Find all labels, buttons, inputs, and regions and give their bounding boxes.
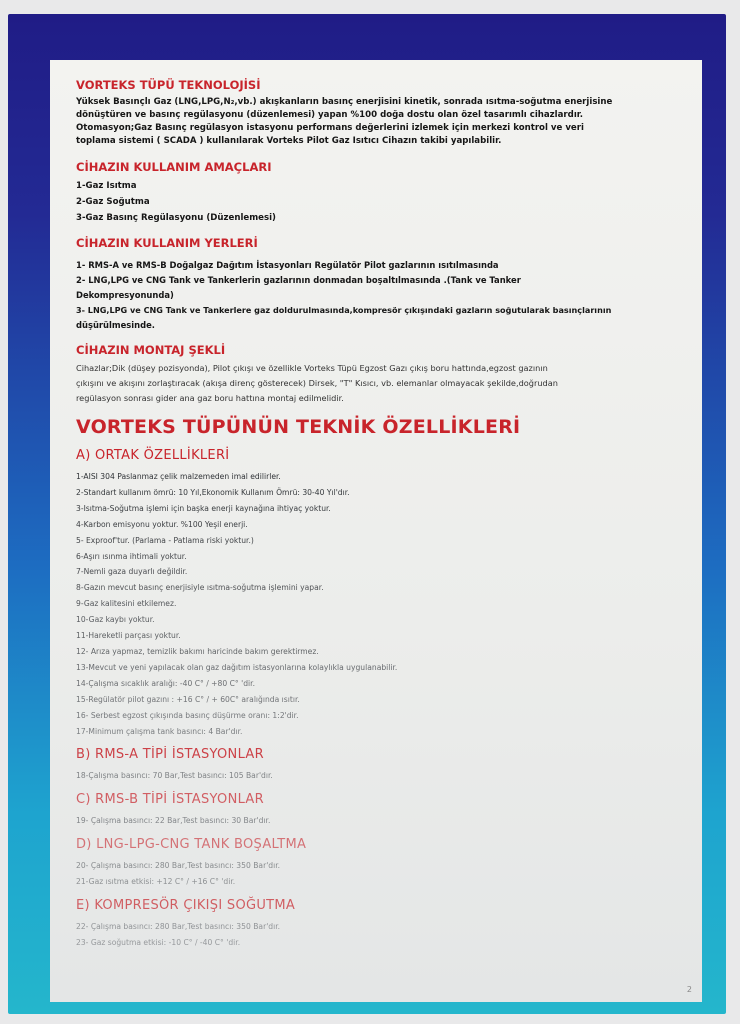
place-item: 2- LNG,LPG ve CNG Tank ve Tankerlerin gazlarının donmadan boşaltılmasında .(Tank ve Tanker (76, 275, 521, 285)
intro-line: Otomasyon;Gaz Basınç regülasyon istasyonu performans değerlerini izlemek için merkezi kontrol ve veri (76, 123, 584, 133)
section-e-title: E) KOMPRESÖR ÇIKIŞI SOĞUTMA (76, 898, 296, 914)
section-c-list (76, 813, 678, 829)
place-item: 3- LNG,LPG ve CNG Tank ve Tankerlere gaz doldurulmasında,kompresör çıkışındaki gazların soğutularak basınçlarının (76, 305, 612, 315)
heading-purposes: CİHAZIN KULLANIM AMAÇLARI (76, 160, 272, 174)
heading-technical-specs: VORTEKS TÜPÜNÜN TEKNİK ÖZELLİKLERİ (76, 416, 521, 438)
mount-line: regülasyon sonrası gider ana gaz boru hattına montaj edilmelidir. (76, 393, 344, 403)
place-item: 1- RMS-A ve RMS-B Doğalgaz Dağıtım İstasyonları Regülatör Pilot gazlarının ısıtılmasında (76, 260, 499, 270)
mount-line: çıkışını ve akışını zorlaştıracak (akışa direnç gösterecek) Dirsek, "T" Kısıcı, vb. elemanlar olmayacak şekilde,doğrudan (76, 378, 558, 388)
feature-item: 1-AISI 304 Paslanmaz çelik malzemeden imal edilirler. (76, 472, 281, 481)
mount-line: Cihazlar;Dik (düşey pozisyonda), Pilot çıkışı ve özellikle Vorteks Tüpü Egzost Gazı çıkış boru hattında,egzost gazının (76, 363, 548, 373)
feature-item: 18-Çalışma basıncı: 70 Bar,Test basıncı: 105 Bar'dır. (76, 771, 273, 781)
purpose-item: 2-Gaz Soğutma (76, 197, 150, 207)
feature-item: 14-Çalışma sıcaklık aralığı: -40 C° / +80 C° 'dir. (76, 678, 255, 688)
heading-places: CİHAZIN KULLANIM YERLERİ (76, 236, 258, 250)
feature-item: 19- Çalışma basıncı: 22 Bar,Test basıncı: 30 Bar'dır. (76, 816, 271, 826)
feature-item: 15-Regülatör pilot gazını : +16 C° / + 60C° aralığında ısıtır. (76, 694, 300, 704)
document-page (50, 60, 702, 1002)
feature-item: 20- Çalışma basıncı: 280 Bar,Test basıncı: 350 Bar'dır. (76, 861, 281, 871)
section-b-title: B) RMS-A TİPİ İSTASYONLAR (76, 747, 264, 763)
intro-line: dönüştüren ve basınç regülasyonu (düzenlemesi) yapan %100 doğa dostu olan özel tasarımlı cihazlardır. (76, 110, 584, 120)
purpose-item: 1-Gaz Isıtma (76, 181, 137, 191)
feature-item: 5- Exproof'tur. (Parlama - Patlama riski yoktur.) (76, 535, 254, 545)
feature-item: 11-Hareketli parçası yoktur. (76, 631, 181, 641)
section-a-list (76, 469, 678, 739)
section-d-title: D) LNG-LPG-CNG TANK BOŞALTMA (76, 837, 307, 853)
feature-item: 6-Aşırı ısınma ihtimali yoktur. (76, 551, 187, 561)
feature-item: 12- Arıza yapmaz, temizlik bakımı haricinde bakım gerektirmez. (76, 646, 319, 656)
feature-item: 21-Gaz ısıtma etkisi: +12 C° / +16 C° 'dir. (76, 877, 236, 887)
heading-mount: CİHAZIN MONTAJ ŞEKLİ (76, 343, 226, 357)
section-c-title: C) RMS-B TİPİ İSTASYONLAR (76, 792, 264, 808)
heading-technology: VORTEKS TÜPÜ TEKNOLOJİSİ (76, 78, 261, 92)
blue-frame-border (8, 14, 726, 1014)
intro-line: toplama sistemi ( SCADA ) kullanılarak Vorteks Pilot Gaz Isıtıcı Cihazın takibi yapılabilir. (76, 136, 502, 146)
feature-item: 2-Standart kullanım ömrü: 10 Yıl,Ekonomik Kullanım Ömrü: 30-40 Yıl'dır. (76, 487, 350, 497)
feature-item: 10-Gaz kaybı yoktur. (76, 615, 155, 625)
feature-item: 7-Nemli gaza duyarlı değildir. (76, 567, 188, 577)
feature-item: 8-Gazın mevcut basınç enerjisiyle ısıtma-soğutma işlemini yapar. (76, 583, 324, 593)
section-e-list (76, 919, 678, 951)
place-item: düşürülmesinde. (76, 320, 155, 330)
feature-item: 3-Isıtma-Soğutma işlemi için başka enerji kaynağına ihtiyaç yoktur. (76, 503, 331, 513)
feature-item: 4-Karbon emisyonu yoktur. %100 Yeşil enerji. (76, 519, 248, 529)
intro-line: Yüksek Basınçlı Gaz (LNG,LPG,N₂,vb.) akışkanların basınç enerjisini kinetik, sonrada ısıtma-soğutma enerjisine (76, 97, 613, 107)
section-b-list (76, 768, 678, 784)
feature-item: 16- Serbest egzost çıkışında basınç düşürme oranı: 1:2'dir. (76, 710, 299, 720)
section-d-list (76, 858, 678, 890)
page-number: 2 (686, 985, 692, 994)
feature-item: 22- Çalışma basıncı: 280 Bar,Test basıncı: 350 Bar'dır. (76, 922, 281, 932)
feature-item: 23- Gaz soğutma etkisi: -10 C° / -40 C° 'dir. (76, 937, 241, 947)
feature-item: 13-Mevcut ve yeni yapılacak olan gaz dağıtım istasyonlarına kolaylıkla uygulanabilir. (76, 662, 398, 672)
section-a-title: A) ORTAK ÖZELLİKLERİ (76, 448, 230, 463)
purpose-item: 3-Gaz Basınç Regülasyonu (Düzenlemesi) (76, 213, 276, 223)
place-item: Dekompresyonunda) (76, 290, 174, 300)
feature-item: 17-Minimum çalışma tank basıncı: 4 Bar'dır. (76, 726, 243, 736)
feature-item: 9-Gaz kalitesini etkilemez. (76, 599, 177, 609)
